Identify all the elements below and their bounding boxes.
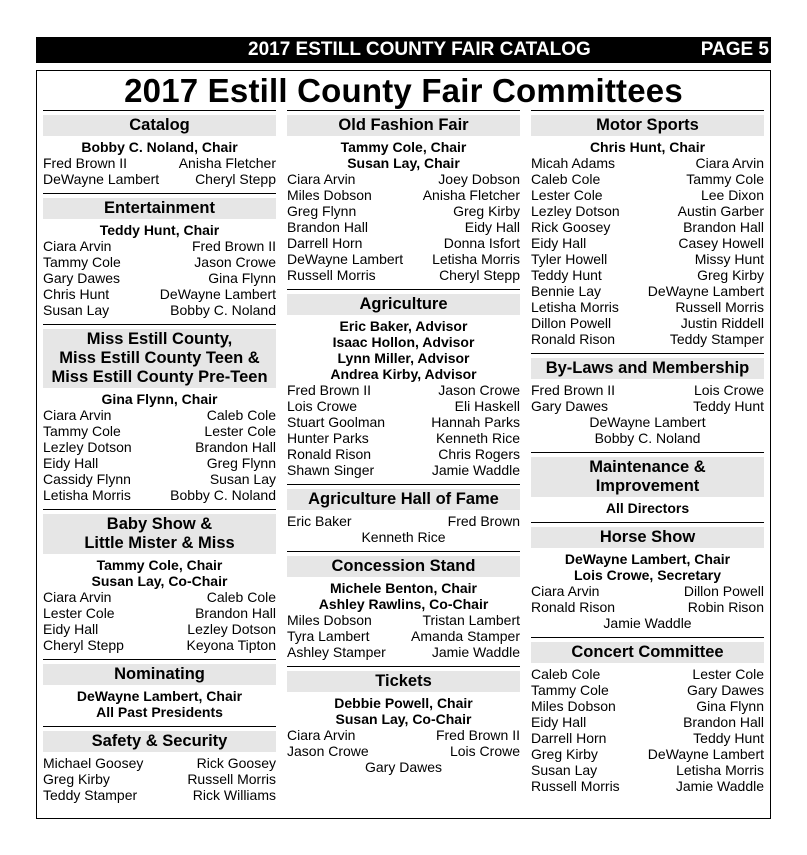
member-row: Ronald Rison Teddy Stamper xyxy=(531,331,764,347)
co-chair-line: Ashley Rawlins, Co-Chair xyxy=(318,596,489,612)
member-single: Jamie Waddle xyxy=(603,615,692,631)
member-row: Michael Goosey Rick Goosey xyxy=(43,755,276,771)
co-chair-line: Susan Lay, Co-Chair xyxy=(91,573,228,589)
member-row: Ronald Rison Chris Rogers xyxy=(287,446,520,462)
section-heading-baby-show: Baby Show & Little Mister & Miss xyxy=(43,514,276,554)
member-row: Tammy Cole Jason Crowe xyxy=(43,254,276,270)
column-1 xyxy=(43,110,276,803)
chair-line: Gina Flynn, Chair xyxy=(101,391,218,407)
member-row: Micah Adams Ciara Arvin xyxy=(531,155,764,171)
member-row: Lester Cole Lee Dixon xyxy=(531,187,764,203)
section-heading-tickets: Tickets xyxy=(287,671,520,692)
member-row: Eric Baker Fred Brown xyxy=(287,513,520,529)
member-row: Shawn Singer Jamie Waddle xyxy=(287,462,520,478)
chair-line: DeWayne Lambert, Chair xyxy=(76,688,243,704)
section-heading-agriculture-hall-of-fame: Agriculture Hall of Fame xyxy=(287,489,520,510)
member-row: Teddy Hunt Greg Kirby xyxy=(531,267,764,283)
member-row: Susan Lay Letisha Morris xyxy=(531,762,764,778)
member-row: Eidy Hall Brandon Hall xyxy=(531,714,764,730)
section-heading-maintenance-improvement: Maintenance & Improvement xyxy=(531,457,764,497)
member-single: Bobby C. Noland xyxy=(594,430,701,446)
member-row: Chris Hunt DeWayne Lambert xyxy=(43,286,276,302)
member-row: Dillon Powell Justin Riddell xyxy=(531,315,764,331)
member-row: Greg Flynn Greg Kirby xyxy=(287,203,520,219)
section-heading-old-fashion-fair: Old Fashion Fair xyxy=(287,115,520,136)
member-row: Eidy Hall Greg Flynn xyxy=(43,455,276,471)
page-title: 2017 Estill County Fair Committees xyxy=(124,72,683,109)
member-row: Gary Dawes Gina Flynn xyxy=(43,270,276,286)
section-heading-concession-stand: Concession Stand xyxy=(287,556,520,577)
member-row: Teddy Stamper Rick Williams xyxy=(43,787,276,803)
section-heading-miss-estill-county: Miss Estill County, Miss Estill County Teen & Miss Estill County Pre-Teen xyxy=(43,329,276,388)
advisor-line: Isaac Hollon, Advisor xyxy=(332,334,475,350)
section-heading-safety-security: Safety & Security xyxy=(43,731,276,752)
members-line: All Past Presidents xyxy=(96,704,223,720)
member-row: Miles Dobson Gina Flynn xyxy=(531,698,764,714)
member-row: Ciara Arvin Fred Brown II xyxy=(287,727,520,743)
member-row: Lezley Dotson Austin Garber xyxy=(531,203,764,219)
member-row: Ciara Arvin Dillon Powell xyxy=(531,583,764,599)
advisor-line: Eric Baker, Advisor xyxy=(339,318,468,334)
chair-line: DeWayne Lambert, Chair xyxy=(564,551,731,567)
column-2 xyxy=(287,110,520,775)
member-row: DeWayne Lambert Cheryl Stepp xyxy=(43,171,276,187)
member-row: Ciara Arvin Joey Dobson xyxy=(287,171,520,187)
chair-line: Debbie Powell, Chair xyxy=(334,695,473,711)
co-chair-line: Susan Lay, Co-Chair xyxy=(335,711,472,727)
member-row: Russell Morris Cheryl Stepp xyxy=(287,267,520,283)
member-row: DeWayne Lambert Letisha Morris xyxy=(287,251,520,267)
member-row: Cheryl Stepp Keyona Tipton xyxy=(43,637,276,653)
member-row: Caleb Cole Lester Cole xyxy=(531,666,764,682)
secretary-line: Lois Crowe, Secretary xyxy=(573,567,722,583)
chair-line: Teddy Hunt, Chair xyxy=(99,222,220,238)
member-row: Rick Goosey Brandon Hall xyxy=(531,219,764,235)
member-row: Ashley Stamper Jamie Waddle xyxy=(287,644,520,660)
chair-line: Susan Lay, Chair xyxy=(347,155,460,171)
member-row: Ciara Arvin Fred Brown II xyxy=(43,238,276,254)
member-row: Greg Kirby Russell Morris xyxy=(43,771,276,787)
page-number: PAGE 5 xyxy=(700,39,769,60)
section-heading-concert-committee: Concert Committee xyxy=(531,642,764,663)
chair-line: Tammy Cole, Chair xyxy=(340,139,467,155)
member-row: Eidy Hall Casey Howell xyxy=(531,235,764,251)
member-row: Miles Dobson Anisha Fletcher xyxy=(287,187,520,203)
member-row: Susan Lay Bobby C. Noland xyxy=(43,302,276,318)
member-row: Caleb Cole Tammy Cole xyxy=(531,171,764,187)
member-row: Jason Crowe Lois Crowe xyxy=(287,743,520,759)
member-row: Brandon Hall Eidy Hall xyxy=(287,219,520,235)
catalog-title: 2017 ESTILL COUNTY FAIR CATALOG xyxy=(248,39,591,60)
member-row: Darrell Horn Donna Isfort xyxy=(287,235,520,251)
member-row: Bennie Lay DeWayne Lambert xyxy=(531,283,764,299)
member-row: Lester Cole Brandon Hall xyxy=(43,605,276,621)
members-line: All Directors xyxy=(605,500,690,516)
page-header-bar xyxy=(36,37,771,63)
member-row: Darrell Horn Teddy Hunt xyxy=(531,730,764,746)
section-heading-nominating: Nominating xyxy=(43,664,276,685)
member-row: Fred Brown II Lois Crowe xyxy=(531,382,764,398)
member-row: Fred Brown II Jason Crowe xyxy=(287,382,520,398)
member-row: Greg Kirby DeWayne Lambert xyxy=(531,746,764,762)
member-row: Tammy Cole Gary Dawes xyxy=(531,682,764,698)
member-row: Miles Dobson Tristan Lambert xyxy=(287,612,520,628)
member-row: Fred Brown II Anisha Fletcher xyxy=(43,155,276,171)
advisor-line: Andrea Kirby, Advisor xyxy=(330,366,477,382)
section-heading-bylaws-membership: By-Laws and Membership xyxy=(531,358,764,379)
member-single: Gary Dawes xyxy=(364,759,443,775)
advisor-line: Lynn Miller, Advisor xyxy=(337,350,470,366)
section-heading-agriculture: Agriculture xyxy=(287,294,520,315)
column-3 xyxy=(531,110,764,794)
member-single: DeWayne Lambert xyxy=(589,414,706,430)
member-row: Hunter Parks Kenneth Rice xyxy=(287,430,520,446)
member-row: Eidy Hall Lezley Dotson xyxy=(43,621,276,637)
member-row: Stuart Goolman Hannah Parks xyxy=(287,414,520,430)
member-row: Letisha Morris Russell Morris xyxy=(531,299,764,315)
member-row: Letisha Morris Bobby C. Noland xyxy=(43,487,276,503)
member-row: Tyler Howell Missy Hunt xyxy=(531,251,764,267)
chair-line: Bobby C. Noland, Chair xyxy=(81,139,238,155)
section-heading-catalog: Catalog xyxy=(43,115,276,136)
member-row: Cassidy Flynn Susan Lay xyxy=(43,471,276,487)
section-heading-motor-sports: Motor Sports xyxy=(531,115,764,136)
member-row: Ciara Arvin Caleb Cole xyxy=(43,407,276,423)
section-heading-entertainment: Entertainment xyxy=(43,198,276,219)
member-row: Tammy Cole Lester Cole xyxy=(43,423,276,439)
member-row: Gary Dawes Teddy Hunt xyxy=(531,398,764,414)
chair-line: Chris Hunt, Chair xyxy=(589,139,706,155)
member-row: Ciara Arvin Caleb Cole xyxy=(43,589,276,605)
chair-line: Michele Benton, Chair xyxy=(329,580,478,596)
chair-line: Tammy Cole, Chair xyxy=(96,557,223,573)
member-row: Lezley Dotson Brandon Hall xyxy=(43,439,276,455)
member-row: Ronald Rison Robin Rison xyxy=(531,599,764,615)
section-heading-horse-show: Horse Show xyxy=(531,527,764,548)
member-single: Kenneth Rice xyxy=(361,529,446,545)
member-row: Tyra Lambert Amanda Stamper xyxy=(287,628,520,644)
member-row: Lois Crowe Eli Haskell xyxy=(287,398,520,414)
member-row: Russell Morris Jamie Waddle xyxy=(531,778,764,794)
